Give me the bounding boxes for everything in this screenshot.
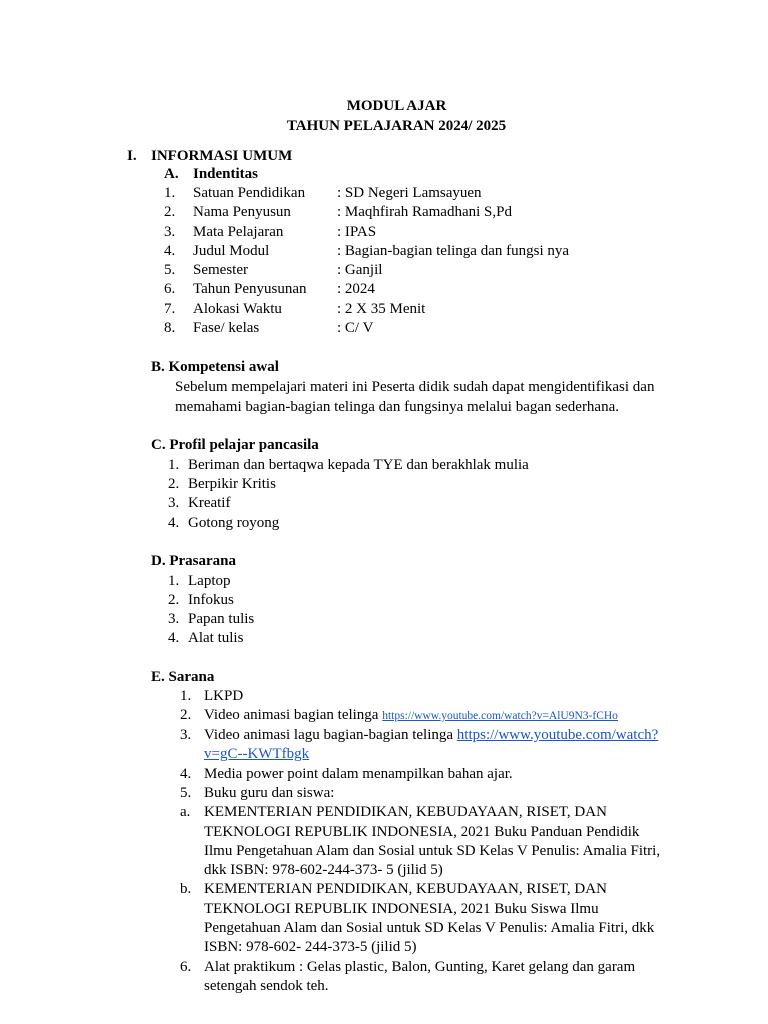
list-item: Berpikir Kritis xyxy=(188,476,276,492)
identity-row-num: 3. xyxy=(164,224,176,240)
list-item xyxy=(204,706,618,726)
list-item: LKPD xyxy=(204,688,244,704)
document-subtitle: TAHUN PELAJARAN 2024/ 2025 xyxy=(286,118,507,134)
list-item-num: 3. xyxy=(168,495,180,511)
identity-row-num: 8. xyxy=(164,320,176,336)
book-reference-line: KEMENTERIAN PENDIDIKAN, KEBUDAYAAN, RISET, DAN xyxy=(204,804,607,820)
identity-row-num: 5. xyxy=(164,262,176,278)
section-title-informasi-umum: INFORMASI UMUM xyxy=(151,148,293,164)
subsection-letter: A. xyxy=(164,166,179,182)
identity-row-label: Semester xyxy=(193,262,248,278)
identity-row-value: : Bagian-bagian telinga dan fungsi nya xyxy=(337,243,570,259)
list-item xyxy=(204,726,658,745)
list-item-num: 4. xyxy=(168,515,180,531)
list-item-num: 1. xyxy=(168,457,180,473)
list-item-num: 3. xyxy=(180,727,192,743)
identity-row-label: Nama Penyusun xyxy=(193,204,291,220)
list-item-num: 2. xyxy=(168,592,180,608)
identity-row-num: 2. xyxy=(164,204,176,220)
list-item-num: 5. xyxy=(180,785,192,801)
list-item-num: 6. xyxy=(180,959,192,975)
list-item: Laptop xyxy=(188,573,231,589)
identity-row-num: 1. xyxy=(164,185,176,201)
section-title-kompetensi-awal: B. Kompetensi awal xyxy=(151,359,279,375)
document-title: MODUL AJAR xyxy=(346,98,447,114)
kompetensi-paragraph-line: memahami bagian-bagian telinga dan fungsinya melalui bagan sederhana. xyxy=(175,399,620,415)
identity-row-label: Satuan Pendidikan xyxy=(193,185,306,201)
list-item: Infokus xyxy=(188,592,234,608)
list-item-num: 2. xyxy=(168,476,180,492)
list-item-text: Video animasi lagu bagian-bagian telinga xyxy=(204,727,457,743)
identity-row-value: : SD Negeri Lamsayuen xyxy=(337,185,482,201)
youtube-link-telinga[interactable]: https://www.youtube.com/watch?v=AlU9N3-fCHo xyxy=(382,710,618,722)
list-item: Kreatif xyxy=(188,495,231,511)
list-item-num: 4. xyxy=(168,630,180,646)
book-reference-line: TEKNOLOGI REPUBLIK INDONESIA, 2021 Buku Panduan Pendidik xyxy=(204,824,640,840)
youtube-link-lagu-continued[interactable]: v=gC--KWTfbgk xyxy=(204,746,310,762)
section-title-sarana: E. Sarana xyxy=(151,669,215,685)
list-item-num: 1. xyxy=(168,573,180,589)
list-item: Gotong royong xyxy=(188,515,280,531)
list-item: Alat tulis xyxy=(188,630,244,646)
book-reference-line: TEKNOLOGI REPUBLIK INDONESIA, 2021 Buku Siswa Ilmu xyxy=(204,901,599,917)
identity-row-num: 4. xyxy=(164,243,176,259)
list-item: Buku guru dan siswa: xyxy=(204,785,335,801)
list-item-text: Video animasi bagian telinga xyxy=(204,707,383,723)
identity-row-label: Mata Pelajaran xyxy=(193,224,284,240)
identity-row-label: Fase/ kelas xyxy=(193,320,260,336)
list-item: Beriman dan bertaqwa kepada TYE dan berakhlak mulia xyxy=(188,457,529,473)
list-item: Papan tulis xyxy=(188,611,255,627)
section-title-prasarana: D. Prasarana xyxy=(151,553,236,569)
sublist-item-letter: a. xyxy=(180,804,191,820)
list-item-continuation: setengah sendok teh. xyxy=(204,978,329,994)
identity-row-value: : 2024 xyxy=(337,281,375,297)
list-item-continuation xyxy=(204,745,309,764)
identity-row-value: : Maqhfirah Ramadhani S,Pd xyxy=(337,204,512,220)
list-item-num: 4. xyxy=(180,766,192,782)
identity-row-num: 6. xyxy=(164,281,176,297)
sublist-item-letter: b. xyxy=(180,881,192,897)
identity-row-value: : Ganjil xyxy=(337,262,383,278)
book-reference-line: Pengetahuan Alam dan Sosial untuk SD Kelas V Penulis: Amalia Fitri, dkk xyxy=(204,920,655,936)
book-reference-line: Ilmu Pengetahuan Alam dan Sosial untuk SD Kelas V Penulis: Amalia Fitri, xyxy=(204,843,661,859)
book-reference-line: ISBN: 978-602- 244-373-5 (jilid 5) xyxy=(204,939,417,955)
subsection-title-identitas: Indentitas xyxy=(193,166,259,182)
list-item-num: 2. xyxy=(180,707,192,723)
section-number: I. xyxy=(127,148,137,164)
kompetensi-paragraph-line: Sebelum mempelajari materi ini Peserta didik sudah dapat mengidentifikasi dan xyxy=(175,379,655,395)
identity-row-label: Alokasi Waktu xyxy=(193,301,282,317)
section-title-profil-pelajar: C. Profil pelajar pancasila xyxy=(151,437,319,453)
identity-row-label: Judul Modul xyxy=(193,243,270,259)
identity-row-label: Tahun Penyusunan xyxy=(193,281,307,297)
youtube-link-lagu[interactable]: https://www.youtube.com/watch? xyxy=(456,727,659,743)
book-reference-line: dkk ISBN: 978-602-244-373- 5 (jilid 5) xyxy=(204,862,443,878)
list-item-num: 3. xyxy=(168,611,180,627)
list-item-num: 1. xyxy=(180,688,192,704)
book-reference-line: KEMENTERIAN PENDIDIKAN, KEBUDAYAAN, RISET, DAN xyxy=(204,881,607,897)
list-item: Alat praktikum : Gelas plastic, Balon, Gunting, Karet gelang dan garam xyxy=(204,959,636,975)
identity-row-num: 7. xyxy=(164,301,176,317)
identity-row-value: : 2 X 35 Menit xyxy=(337,301,426,317)
identity-row-value: : IPAS xyxy=(337,224,377,240)
list-item: Media power point dalam menampilkan bahan ajar. xyxy=(204,766,513,782)
identity-row-value: : C/ V xyxy=(337,320,374,336)
